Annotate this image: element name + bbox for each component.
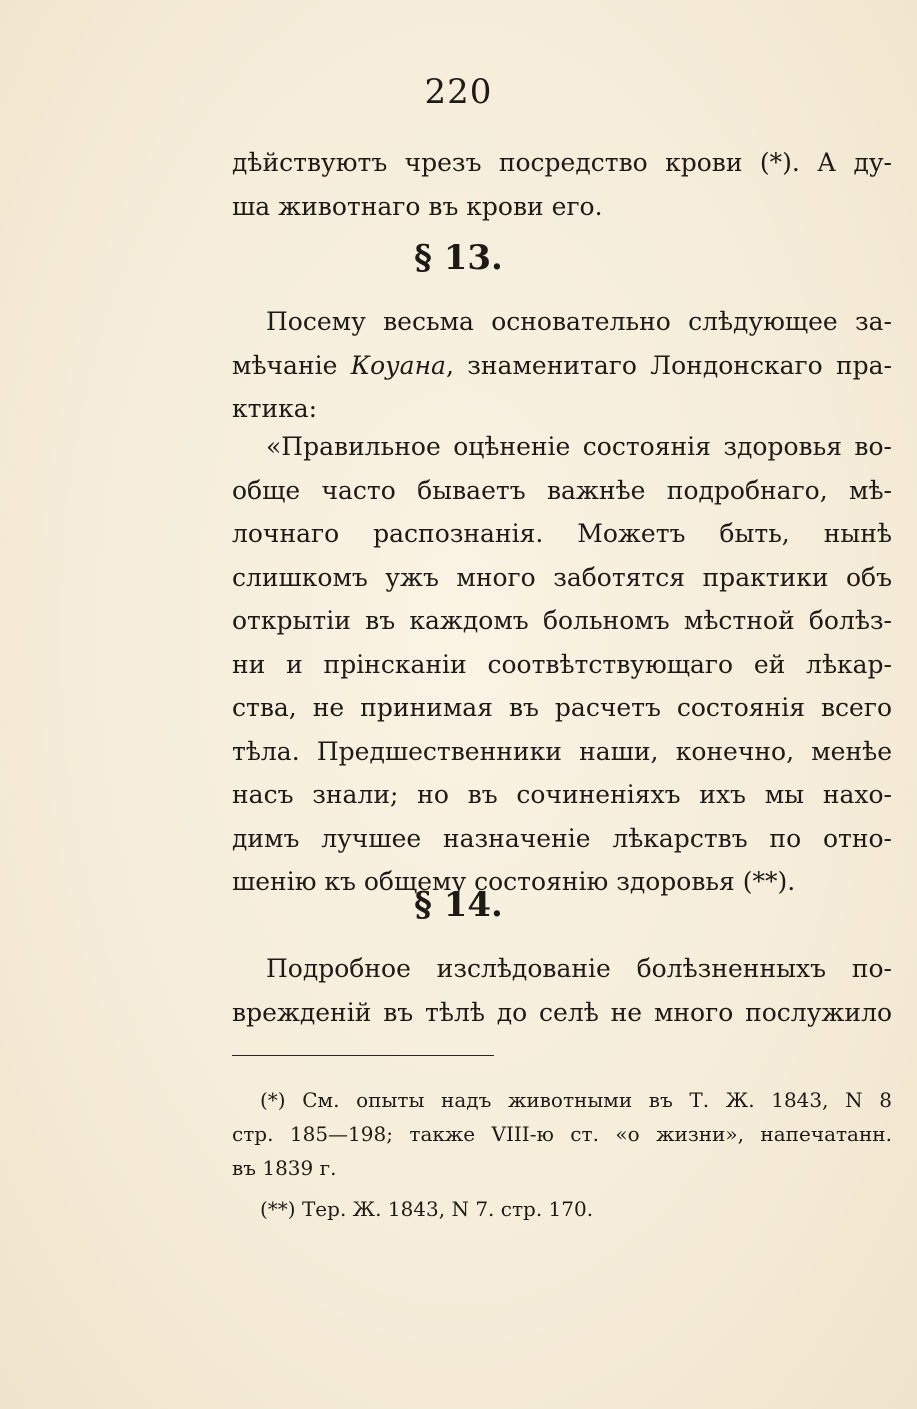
text-line: ни и прінсканіи соотвѣтствующаго ей лѣкар- xyxy=(232,649,892,679)
section-heading-13: § 13. xyxy=(414,238,503,278)
text-line: шенію къ общему состоянію здоровья (**). xyxy=(232,867,796,896)
author-name-italic: Коуана xyxy=(350,350,446,380)
text-line: открытіи въ каждомъ больномъ мѣстной болѣз- xyxy=(232,606,892,635)
footnote-2 xyxy=(232,1192,892,1226)
text-line: ша животнаго въ крови его. xyxy=(232,191,603,221)
text-line: тѣла. Предшественники наши, конечно, менѣе xyxy=(232,736,892,766)
text-line: обще часто бываетъ важнѣе подробнаго, мѣ- xyxy=(232,475,892,505)
text-segment: мѣчаніе xyxy=(232,350,351,380)
footnote-divider xyxy=(232,1055,494,1056)
text-line xyxy=(232,344,892,388)
paragraph-quotation xyxy=(232,425,892,904)
text-line: Посему весьма основательно слѣдующее за- xyxy=(266,307,892,336)
text-line: димъ лучшее назначеніе лѣкарствъ по отно- xyxy=(232,823,892,853)
text-line: лочнаго распознанія. Можетъ быть, нынѣ xyxy=(232,519,892,548)
footnote-line: (*) См. опыты надъ животными въ Т. Ж. 1843, N 8 xyxy=(260,1088,892,1112)
footnote-line: (**) Тер. Ж. 1843, N 7. стр. 170. xyxy=(260,1197,594,1221)
section-heading-14: § 14. xyxy=(414,885,503,925)
text-line: ктика: xyxy=(232,394,318,423)
paragraph-continuation xyxy=(232,141,892,228)
paragraph-pathology xyxy=(232,947,892,1034)
text-line: ства, не принимая въ расчетъ состоянія всего xyxy=(232,693,892,722)
text-line: дѣйствуютъ чрезъ посредство крови (*). А ду- xyxy=(232,148,892,177)
paragraph-cowan-intro xyxy=(232,300,892,431)
footnote-1 xyxy=(232,1083,892,1185)
text-line: насъ знали; но въ сочиненіяхъ ихъ мы нахо- xyxy=(232,780,892,809)
text-segment: , знаменитаго Лондонскаго пра- xyxy=(445,350,892,380)
footnote-line: стр. 185—198; также VIII-ю ст. «о жизни», напечатанн. xyxy=(232,1122,892,1146)
text-line: «Правильное оцѣненіе состоянія здоровья во- xyxy=(266,432,892,461)
text-line: слишкомъ ужъ много заботятся практики объ xyxy=(232,562,892,592)
text-line: врежденій въ тѣлѣ до селѣ не много послужило xyxy=(232,997,892,1027)
page-number: 220 xyxy=(424,72,493,112)
text-line: Подробное изслѣдованіе болѣзненныхъ по- xyxy=(266,954,892,983)
footnote-line: въ 1839 г. xyxy=(232,1156,337,1180)
